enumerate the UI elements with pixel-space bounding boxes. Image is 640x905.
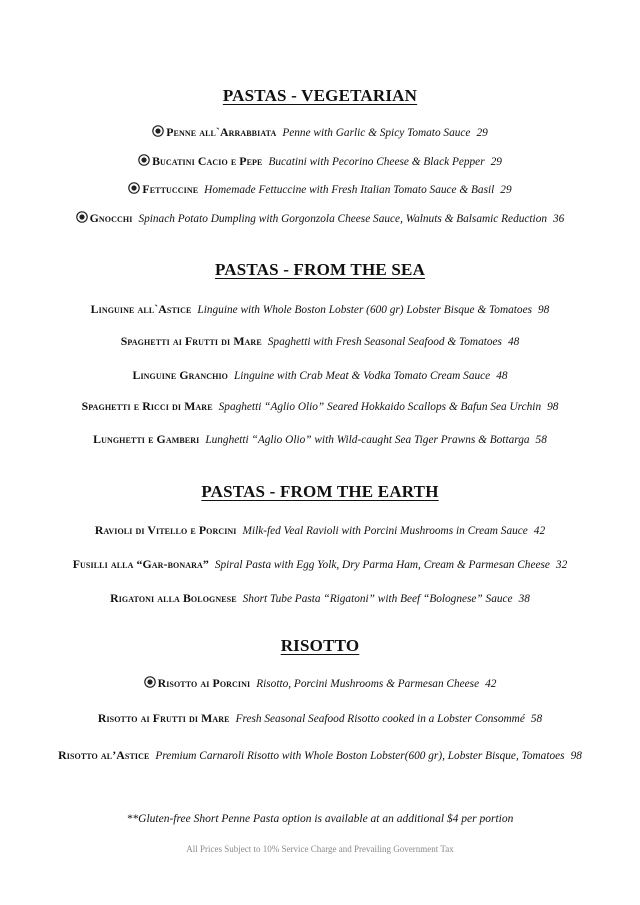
menu-item-price: 42 (533, 525, 546, 537)
menu-item-description: Premium Carnaroli Risotto with Whole Boston Lobster(600 gr), Lobster Bisque, Tomatoes (155, 750, 565, 762)
menu-item-description: Spiral Pasta with Egg Yolk, Dry Parma Ham, Cream & Parmesan Cheese (214, 559, 550, 571)
menu-item-description: Fresh Seasonal Seafood Risotto cooked in a Lobster Consommé (235, 713, 525, 725)
menu-item-name: Spaghetti e Ricci di Mare (81, 399, 213, 413)
menu-item-gnocchi (0, 211, 640, 226)
menu-item-fusilli-gar-bonara (0, 557, 640, 572)
menu-item-description: Homemade Fettuccine with Fresh Italian Tomato Sauce & Basil (204, 184, 495, 196)
menu-item-description: Lunghetti “Aglio Olio” with Wild-caught Sea Tiger Prawns & Bottarga (205, 434, 530, 446)
menu-item-name: Bucatini Cacio e Pepe (152, 154, 263, 168)
menu-item-risotto-astice (0, 748, 640, 763)
menu-item-penne-arrabbiata (0, 125, 640, 140)
menu-item-name: Risotto ai Porcini (157, 676, 251, 690)
menu-item-name: Linguine Granchio (132, 368, 228, 382)
gluten-free-note: **Gluten-free Short Penne Pasta option is available at an additional $4 per portion (126, 813, 514, 825)
menu-item-description: Bucatini with Pecorino Cheese & Black Pepper (268, 156, 485, 168)
vegetarian-icon (144, 676, 156, 688)
vegetarian-icon (138, 154, 150, 166)
menu-item-name: Linguine all`Astice (90, 302, 192, 316)
menu-item-price: 58 (530, 713, 543, 725)
menu-item-lunghetti-gamberi (0, 432, 640, 447)
menu-item-price: 58 (535, 434, 547, 446)
menu-item-name: Lunghetti e Gamberi (93, 432, 200, 446)
menu-item-risotto-frutti-di-mare (0, 711, 640, 726)
menu-item-description: Spaghetti “Aglio Olio” Seared Hokkaido Scallops & Bafun Sea Urchin (218, 401, 542, 413)
menu-item-name: Ravioli di Vitello e Porcini (94, 523, 237, 537)
menu-item-price: 29 (500, 184, 512, 196)
menu-item-spaghetti-frutti-di-mare (0, 334, 640, 349)
section-title-risotto: RISOTTO (280, 636, 360, 655)
menu-item-description: Penne with Garlic & Spicy Tomato Sauce (282, 127, 471, 139)
menu-item-linguine-granchio (0, 368, 640, 383)
menu-item-description: Linguine with Whole Boston Lobster (600 gr) Lobster Bisque & Tomatoes (197, 304, 532, 316)
menu-item-price: 42 (485, 678, 497, 690)
menu-item-price: 48 (507, 336, 520, 348)
menu-item-name: Fettuccine (142, 182, 199, 196)
menu-item-price: 98 (538, 304, 550, 316)
menu-item-price: 29 (476, 127, 488, 139)
menu-item-name: Penne all`Arrabbiata (166, 125, 277, 139)
menu-item-price: 36 (553, 213, 565, 225)
menu-item-description: Short Tube Pasta “Rigatoni” with Beef “Bolognese” Sauce (242, 593, 513, 605)
menu-item-name: Risotto ai Frutti di Mare (97, 711, 230, 725)
menu-item-bucatini-cacio-pepe (0, 154, 640, 169)
menu-item-ravioli-vitello-porcini (0, 523, 640, 538)
menu-item-price: 38 (518, 593, 530, 605)
menu-item-description: Risotto, Porcini Mushrooms & Parmesan Cheese (256, 678, 480, 690)
menu-item-description: Linguine with Crab Meat & Vodka Tomato Cream Sauce (233, 370, 491, 382)
section-title-vegetarian: PASTAS - VEGETARIAN (222, 86, 418, 105)
service-charge-footer: All Prices Subject to 10% Service Charge and Prevailing Government Tax (186, 844, 454, 854)
menu-item-description: Spinach Potato Dumpling with Gorgonzola Cheese Sauce, Walnuts & Balsamic Reduction (138, 213, 548, 225)
menu-item-price: 98 (547, 401, 559, 413)
section-title-from-the-sea: PASTAS - FROM THE SEA (214, 260, 426, 279)
menu-item-fettuccine (0, 182, 640, 197)
menu-item-name: Rigatoni alla Bolognese (110, 591, 237, 605)
menu-item-linguine-astice (0, 302, 640, 317)
menu-item-name: Gnocchi (89, 211, 133, 225)
menu-item-name: Fusilli alla “Gar-bonara” (72, 557, 209, 571)
menu-item-name: Risotto al’Astice (58, 748, 150, 762)
vegetarian-icon (76, 211, 88, 223)
vegetarian-icon (128, 182, 140, 194)
vegetarian-icon (152, 125, 164, 137)
menu-item-name: Spaghetti ai Frutti di Mare (120, 334, 262, 348)
section-title-from-the-earth: PASTAS - FROM THE EARTH (201, 482, 439, 501)
menu-item-description: Spaghetti with Fresh Seasonal Seafood & Tomatoes (267, 336, 502, 348)
menu-item-spaghetti-ricci-di-mare (0, 399, 640, 414)
menu-item-price: 98 (570, 750, 582, 762)
menu-item-price: 29 (490, 156, 502, 168)
menu-item-price: 32 (555, 559, 568, 571)
menu-item-rigatoni-bolognese (0, 591, 640, 606)
menu-item-price: 48 (496, 370, 508, 382)
menu-item-risotto-porcini (0, 676, 640, 691)
menu-item-description: Milk-fed Veal Ravioli with Porcini Mushrooms in Cream Sauce (242, 525, 528, 537)
